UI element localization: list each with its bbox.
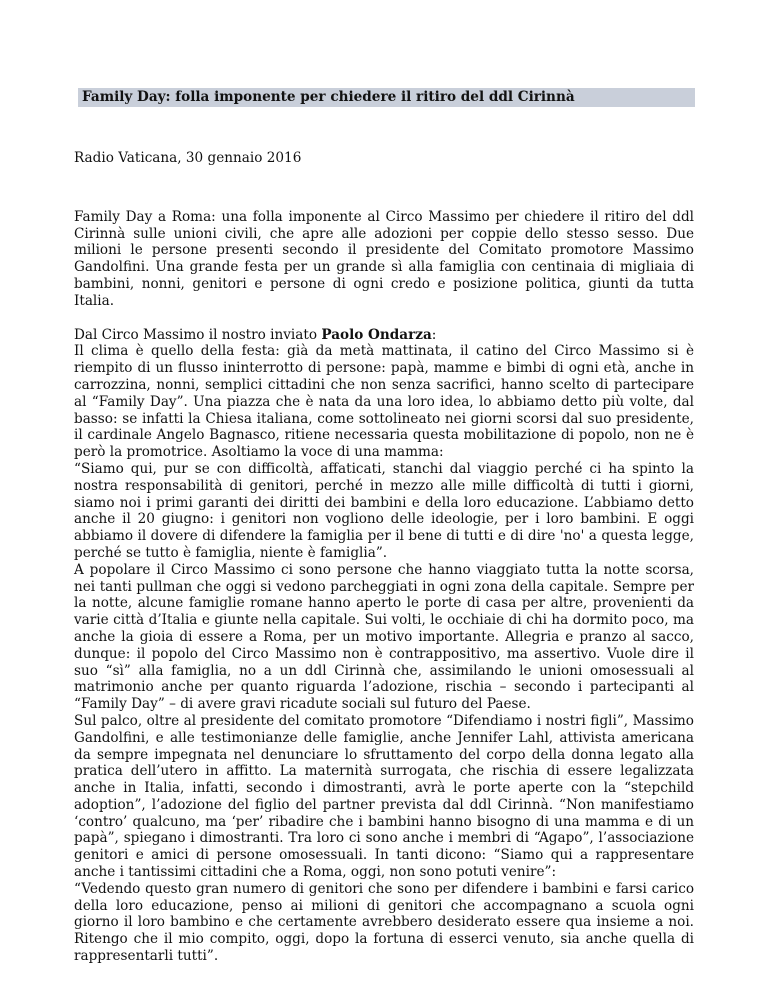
article-source-date: Radio Vaticana, 30 gennaio 2016 (74, 150, 302, 166)
article-title: Family Day: folla imponente per chiedere il ritiro del ddl Cirinnà (78, 88, 695, 107)
byline-author: Paolo Ondarza (321, 326, 432, 343)
article-lead-paragraph: Family Day a Roma: una folla imponente al Circo Massimo per chiedere il ritiro del ddl Cirinnà sulle unioni civili, che apre alle adozioni per coppie dello stesso sesso. Due milioni le persone presenti secondo il presidente del Comitato promotore Massimo Gandolfini. Una grande festa per un grande sì alla famiglia con centinaia di migliaia di bambini, nonni, genitori e persone di ogni credo e posizione politica, giunti da tutta Italia. (74, 208, 694, 309)
body-paragraph: “Vedendo questo gran numero di genitori che sono per difendere i bambini e farsi carico della loro educazione, penso ai milioni di genitori che accompagnano a scuola ogni giorno il loro bambino e che certamente avrebbero desiderato essere qua insieme a noi. Ritengo che il mio compito, oggi, dopo la fortuna di esserci venuto, sia anche quella di rappresentarli tutti”. (74, 880, 694, 965)
document-page (74, 88, 694, 965)
body-paragraph: A popolare il Circo Massimo ci sono persone che hanno viaggiato tutta la notte scorsa, nei tanti pullman che oggi si vedono parcheggiati in ogni zona della capitale. Sempre per la notte, alcune famiglie romane hanno aperto le porte di casa per altre, provenienti da varie città d’Italia e giunte nella capitale. Sui volti, le occhiaie di chi ha dormito poco, ma anche la gioia di essere a Roma, per un motivo importante. Allegria e pranzo al sacco, dunque: il popolo del Circo Massimo non è contrappositivo, ma assertivo. Vuole dire il suo “sì” alla famiglia, no a un ddl Cirinnà che, assimilando le unioni omosessuali al matrimonio anche per quanto riguarda l’adozione, rischia – secondo i partecipanti al “Family Day” – di avere gravi ricadute sociali sul futuro del Paese. (74, 561, 694, 713)
body-paragraph: Sul palco, oltre al presidente del comitato promotore “Difendiamo i nostri figli”, Massimo Gandolfini, e alle testimonianze delle famiglie, anche Jennifer Lahl, attivista americana da sempre impegnata nel denunciare lo sfruttamento del corpo della donna legato alla pratica dell’utero in affitto. La maternità surrogata, che rischia di essere legalizzata anche in Italia, infatti, secondo i dimostranti, avrà le porte aperte con la “stepchild adoption”, l’adozione del figlio del partner prevista dal ddl Cirinnà. “Non manifestiamo ‘contro’ qualcuno, ma ‘per’ ribadire che i bambini hanno bisogno di una mamma e di un papà”, spiegano i dimostranti. Tra loro ci sono anche i membri di “Agapo”, l’associazione genitori e amici di persone omosessuali. In tanti dicono: “Siamo qui a rappresentare anche i tantissimi cittadini che a Roma, oggi, non sono potuti venire”: (74, 712, 694, 881)
body-paragraph: “Siamo qui, pur se con difficoltà, affaticati, stanchi dal viaggio perché ci ha spinto la nostra responsabilità di genitori, perché in mezzo alle mille difficoltà di tutti i giorni, siamo noi i primi garanti dei diritti dei bambini e della loro educazione. L’abbiamo detto anche il 20 giugno: i genitori non vogliono delle ideologie, per i loro bambini. E oggi abbiamo il dovere di difendere la famiglia per il bene di tutti e di dire 'no' a questa legge, perché se tutto è famiglia, niente è famiglia”. (74, 460, 694, 561)
byline-prefix: Dal Circo Massimo il nostro inviato (74, 326, 322, 343)
article-byline (74, 327, 694, 344)
article-body (74, 327, 694, 965)
byline-suffix: : (431, 326, 437, 343)
body-paragraph: Il clima è quello della festa: già da metà mattinata, il catino del Circo Massimo si è riempito di un flusso ininterrotto di persone: papà, mamme e bimbi di ogni età, anche in carrozzina, nonni, semplici cittadini che non senza sacrifici, hanno scelto di partecipare al “Family Day”. Una piazza che è nata da una loro idea, lo abbiamo detto più volte, dal basso: se infatti la Chiesa italiana, come sottolineato nei giorni scorsi dal suo presidente, il cardinale Angelo Bagnasco, ritiene necessaria questa mobilitazione di popolo, non ne è però la promotrice. Asoltiamo la voce di una mamma: (74, 343, 694, 461)
